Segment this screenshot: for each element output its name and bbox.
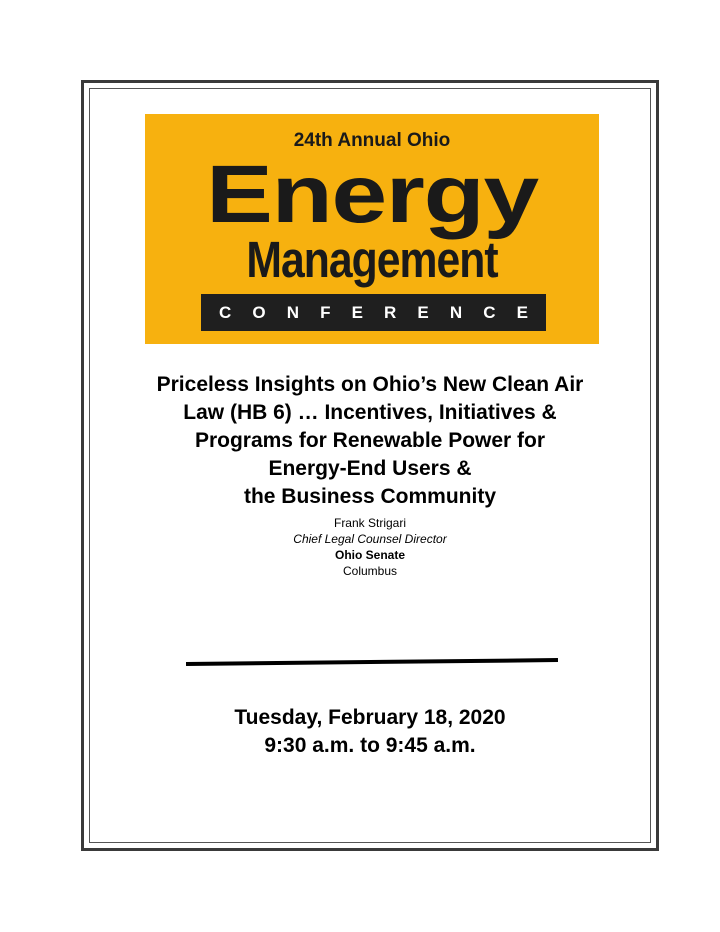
speaker-location: Columbus bbox=[342, 564, 398, 578]
session-datetime bbox=[86, 704, 654, 760]
conference-logo bbox=[145, 114, 599, 344]
logo-letter: F bbox=[320, 302, 331, 322]
logo-conference-bar bbox=[201, 294, 546, 331]
session-time: 9:30 a.m. to 9:45 a.m. bbox=[264, 734, 476, 757]
logo-letter: C bbox=[219, 302, 232, 322]
logo-letter: R bbox=[384, 302, 397, 322]
logo-edition-text: 24th Annual Ohio bbox=[293, 130, 451, 151]
title-line: Priceless Insights on Ohio’s New Clean Air bbox=[156, 373, 584, 396]
logo-management-text: Management bbox=[246, 232, 498, 289]
speaker-block bbox=[86, 515, 654, 579]
presentation-title bbox=[86, 371, 654, 511]
logo-letter: E bbox=[516, 302, 528, 322]
logo-letter: N bbox=[286, 302, 299, 322]
logo-letter: O bbox=[252, 302, 266, 322]
logo-letter: E bbox=[417, 302, 429, 322]
title-line: Programs for Renewable Power for bbox=[194, 429, 546, 452]
title-line: the Business Community bbox=[243, 485, 497, 508]
title-line: Energy-End Users & bbox=[268, 457, 472, 480]
speaker-name: Frank Strigari bbox=[333, 516, 407, 530]
logo-energy-text: Energy bbox=[206, 149, 538, 240]
logo-letter: E bbox=[351, 302, 363, 322]
title-line: Law (HB 6) … Incentives, Initiatives & bbox=[183, 401, 557, 424]
logo-letter: N bbox=[449, 302, 463, 322]
logo-letter: C bbox=[483, 302, 496, 322]
speaker-role: Chief Legal Counsel Director bbox=[293, 532, 447, 546]
speaker-organization: Ohio Senate bbox=[334, 548, 405, 562]
session-date: Tuesday, February 18, 2020 bbox=[234, 706, 506, 729]
